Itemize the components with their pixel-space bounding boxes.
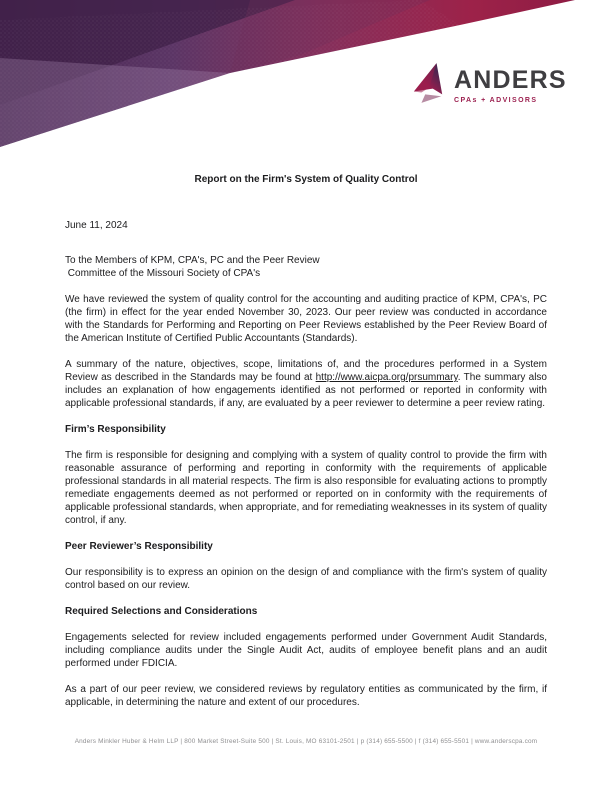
recipient-line-1: To the Members of KPM, CPA's, PC and the Peer Review bbox=[65, 255, 320, 266]
paragraph-required-selections: Engagements selected for review included engagements performed under Government Audit Standards, including compliance audits under the Single Audit Act, audits of employee benefit plans and an audit performed under FDICIA. bbox=[65, 632, 547, 669]
footer-contact-line: Anders Minkler Huber & Helm LLP | 800 Market Street-Suite 500 | St. Louis, MO 63101-2501 | p (314) 655-5500 | f (314) 655-5501 | www.anderscpa.com bbox=[74, 738, 538, 745]
summary-text-before-link: A summary of the nature, objectives, scope, limitations of, and the procedures performed in a System Review as described in the Standards may be found at bbox=[65, 359, 547, 383]
heading-firms-responsibility: Firm’s Responsibility bbox=[65, 424, 166, 435]
letter-body bbox=[65, 173, 547, 709]
paragraph-regulatory-reviews: As a part of our peer review, we considered reviews by regulatory entities as communicated by the firm, if applicable, in determining the nature and extent of our procedures. bbox=[65, 684, 547, 708]
summary-text-after-link: . The summary also includes an explanation of how engagements identified as not performed or reported in conformity with applicable professional standards, if any, are evaluated by a peer reviewer to determine a peer review rating. bbox=[65, 372, 547, 409]
paragraph-firms-responsibility: The firm is responsible for designing and complying with a system of quality control to provide the firm with reasonable assurance of performing and reporting in conformity with the requirements of applicable professional standards in all material respects. The firm is also responsible for evaluating actions to promptly remediate engagements deemed as not performed or reported on in conformity with the requirements of applicable professional standards, when appropriate, and for remediating weaknesses in its system of quality control, if any. bbox=[65, 450, 547, 526]
recipient-block bbox=[65, 254, 547, 280]
recipient-line-2: Committee of the Missouri Society of CPA's bbox=[65, 268, 261, 279]
logo-wordmark: ANDERS bbox=[454, 66, 567, 94]
heading-required-selections: Required Selections and Considerations bbox=[65, 606, 258, 617]
logo-text bbox=[454, 61, 567, 104]
logo-tagline: CPAs + ADVISORS bbox=[454, 97, 538, 104]
anders-triangle-logo-icon bbox=[412, 62, 446, 104]
logo bbox=[412, 61, 567, 104]
paragraph-intro: We have reviewed the system of quality control for the accounting and auditing practice of KPM, CPA's, PC (the firm) in effect for the year ended November 30, 2023. Our peer review was conducted in accordance with the Standards for Performing and Reporting on Peer Reviews established by the Peer Review Board of the American Institute of Certified Public Accountants (Standards). bbox=[65, 294, 547, 344]
heading-peer-reviewers-responsibility: Peer Reviewer’s Responsibility bbox=[65, 541, 213, 552]
paragraph-peer-reviewers-responsibility: Our responsibility is to express an opinion on the design of and compliance with the firm's system of quality control based on our review. bbox=[65, 567, 547, 591]
paragraph-summary bbox=[65, 358, 547, 410]
aicpa-prsummary-link[interactable]: http://www.aicpa.org/prsummary bbox=[315, 372, 458, 383]
report-title: Report on the Firm's System of Quality Control bbox=[194, 174, 418, 185]
letter-date: June 11, 2024 bbox=[65, 220, 128, 231]
